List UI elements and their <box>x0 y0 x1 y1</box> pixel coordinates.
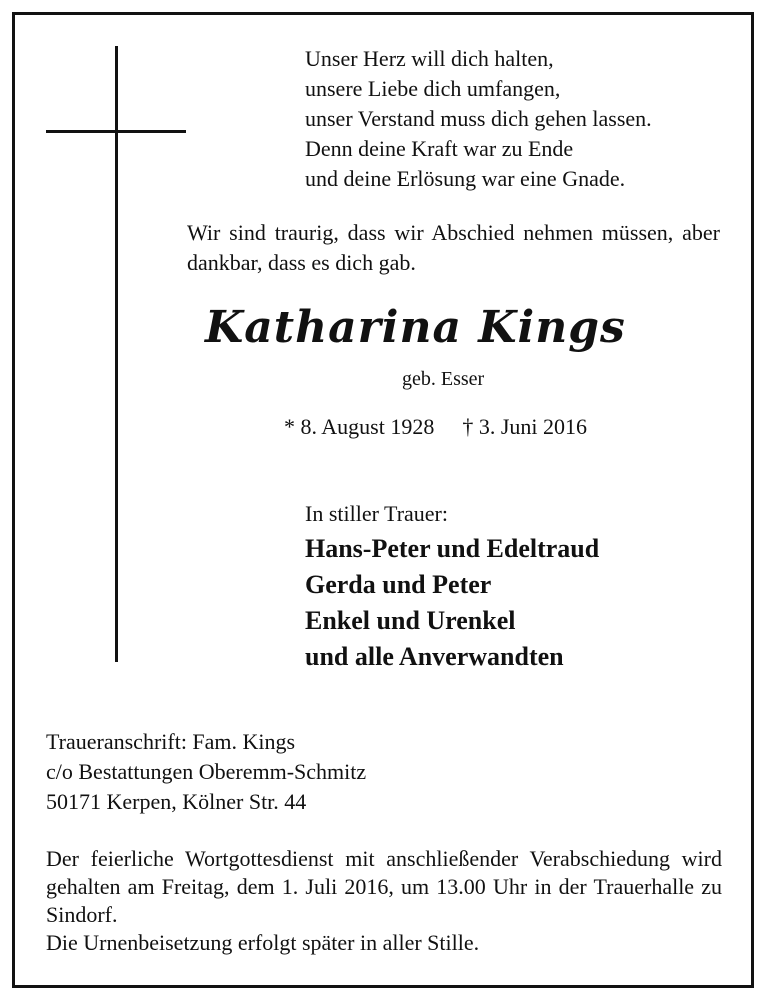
death-date: † 3. Juni 2016 <box>462 414 588 439</box>
mourner-name: und alle Anverwandten <box>305 642 564 671</box>
mourners-label: In stiller Trauer: <box>305 501 448 526</box>
maiden-name: geb. Esser <box>402 368 485 390</box>
deceased-name: Katharina Kings <box>205 302 626 353</box>
address-line: c/o Bestattungen Oberemm-Schmitz <box>46 759 367 784</box>
poem <box>305 44 652 194</box>
mourning-address <box>46 727 366 817</box>
burial-text: Die Urnenbeisetzung erfolgt später in aller Stille. <box>46 930 480 955</box>
poem-line: unser Verstand muss dich gehen lassen. <box>305 106 652 131</box>
poem-line: unsere Liebe dich umfangen, <box>305 76 561 101</box>
service-info <box>46 845 722 957</box>
life-dates <box>284 412 587 442</box>
service-text: Der feierliche Wortgottesdienst mit anschließender Verabschiedung wird gehalten am Freitag, dem 1. Juli 2016, um 13.00 Uhr in der Trauerhalle zu Sindorf. <box>46 846 722 927</box>
mourners-list <box>305 531 599 675</box>
poem-line: und deine Erlösung war eine Gnade. <box>305 166 626 191</box>
poem-line: Unser Herz will dich halten, <box>305 46 554 71</box>
intro-text: Wir sind traurig, dass wir Abschied nehmen müssen, aber dankbar, dass es dich gab. <box>187 220 720 275</box>
mourner-name: Enkel und Urenkel <box>305 606 516 635</box>
cross-vertical-bar <box>115 46 118 662</box>
mourner-name: Gerda und Peter <box>305 570 492 599</box>
mourner-name: Hans-Peter und Edeltraud <box>305 534 600 563</box>
address-line: Traueranschrift: Fam. Kings <box>46 729 296 754</box>
birth-date: * 8. August 1928 <box>284 414 435 439</box>
poem-line: Denn deine Kraft war zu Ende <box>305 136 574 161</box>
address-line: 50171 Kerpen, Kölner Str. 44 <box>46 789 307 814</box>
cross-horizontal-bar <box>46 130 186 133</box>
